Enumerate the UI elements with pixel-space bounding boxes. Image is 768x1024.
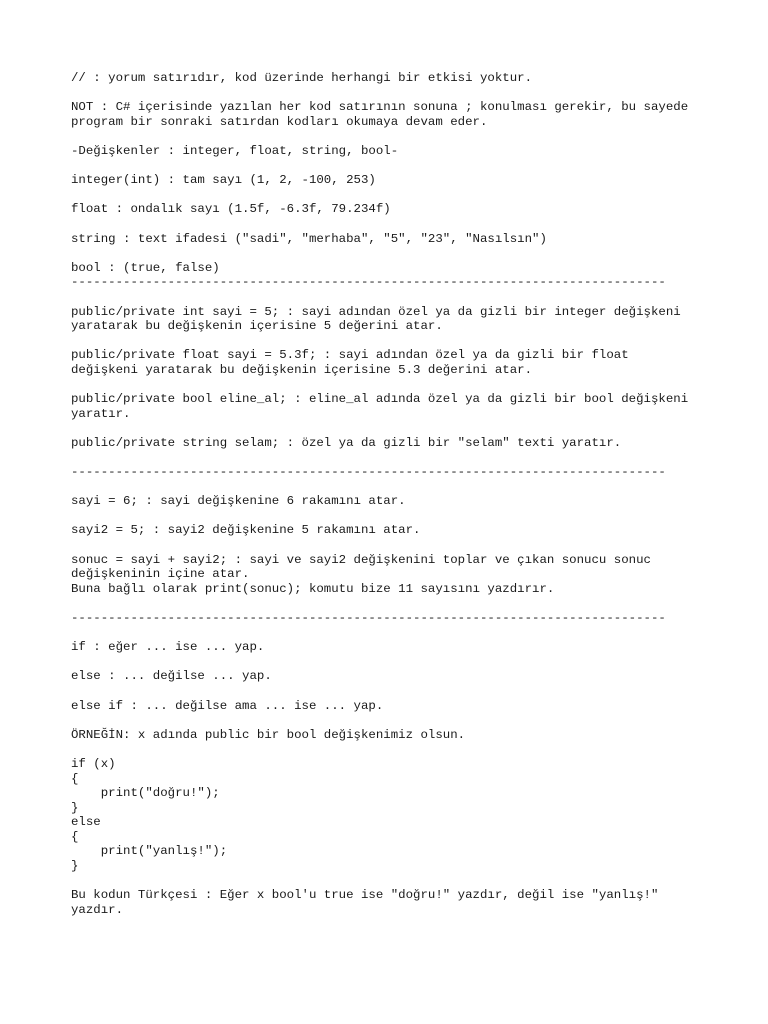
text-paragraph [71,888,731,917]
text-line: } [71,859,79,874]
text-line: sayi = 6; : sayi değişkenine 6 rakamını atar. [71,494,406,509]
text-paragraph [71,523,731,538]
text-paragraph [71,611,731,626]
text-line: // : yorum satırıdır, kod üzerinde herhangi bir etkisi yoktur. [71,71,533,85]
text-line: yazdır. [71,902,124,917]
text-line: sonuc = sayi + sayi2; : sayi ve sayi2 değişkenini toplar ve çıkan sonucu sonuc [71,552,651,567]
text-line: else : ... değilse ... yap. [71,669,272,684]
text-line: string : text ifadesi ("sadi", "merhaba", "5", "23", "Nasılsın") [71,231,547,246]
text-paragraph [71,640,731,655]
text-paragraph [71,305,731,334]
text-paragraph [71,173,731,188]
text-line: yaratarak bu değişkenin içerisine 5 değerini atar. [71,319,443,334]
document-page [71,71,731,917]
text-paragraph [71,348,731,377]
text-line: float : ondalık sayı (1.5f, -6.3f, 79.234f) [71,202,391,217]
text-paragraph [71,261,731,290]
text-line: değişkeni yaratarak bu değişkenin içerisine 5.3 değerini atar. [71,362,533,377]
text-line: yaratır. [71,406,131,421]
separator-line: -------------------------------------------------------------------------------- [71,275,666,290]
text-paragraph [71,436,731,451]
text-paragraph [71,465,731,480]
text-paragraph [71,71,731,86]
text-line: public/private int sayi = 5; : sayi adından özel ya da gizli bir integer değişkeni [71,304,681,319]
text-line: if : eğer ... ise ... yap. [71,640,265,655]
text-paragraph [71,669,731,684]
text-line: print("doğru!"); [71,786,220,801]
text-paragraph [71,232,731,247]
text-line: else if : ... değilse ama ... ise ... yap. [71,698,384,713]
text-paragraph [71,728,731,743]
text-paragraph [71,699,731,714]
text-line: sayi2 = 5; : sayi2 değişkenine 5 rakamını atar. [71,523,421,538]
text-paragraph [71,494,731,509]
text-line: public/private string selam; : özel ya da gizli bir "selam" texti yaratır. [71,435,622,450]
text-line: değişkeninin içine atar. [71,567,250,582]
text-line: { [71,771,79,786]
text-line: NOT : C# içerisinde yazılan her kod satırının sonuna ; konulması gerekir, bu sayede [71,100,689,115]
text-line: ÖRNEĞİN: x adında public bir bool değişkenimiz olsun. [71,727,466,742]
separator-line: -------------------------------------------------------------------------------- [71,610,666,625]
text-paragraph [71,100,731,129]
text-line: program bir sonraki satırdan kodları okumaya devam eder. [71,114,488,129]
text-line: integer(int) : tam sayı (1, 2, -100, 253) [71,173,376,188]
text-paragraph [71,757,731,874]
text-line: bool : (true, false) [71,260,220,275]
text-line: Buna bağlı olarak print(sonuc); komutu bize 11 sayısını yazdırır. [71,581,555,596]
text-line: { [71,829,79,844]
text-line: public/private bool eline_al; : eline_al adında özel ya da gizli bir bool değişkeni [71,392,689,407]
text-paragraph [71,392,731,421]
text-paragraph [71,144,731,159]
text-line: print("yanlış!"); [71,844,228,859]
separator-line: -------------------------------------------------------------------------------- [71,465,666,480]
text-line: Bu kodun Türkçesi : Eğer x bool'u true ise "doğru!" yazdır, değil ise "yanlış!" [71,888,659,903]
text-paragraph [71,553,731,597]
text-line: -Değişkenler : integer, float, string, bool- [71,143,399,158]
text-line: public/private float sayi = 5.3f; : sayi adından özel ya da gizli bir float [71,348,629,363]
text-paragraph [71,202,731,217]
text-line: if (x) [71,756,116,771]
text-line: } [71,800,79,815]
text-line: else [71,815,101,830]
